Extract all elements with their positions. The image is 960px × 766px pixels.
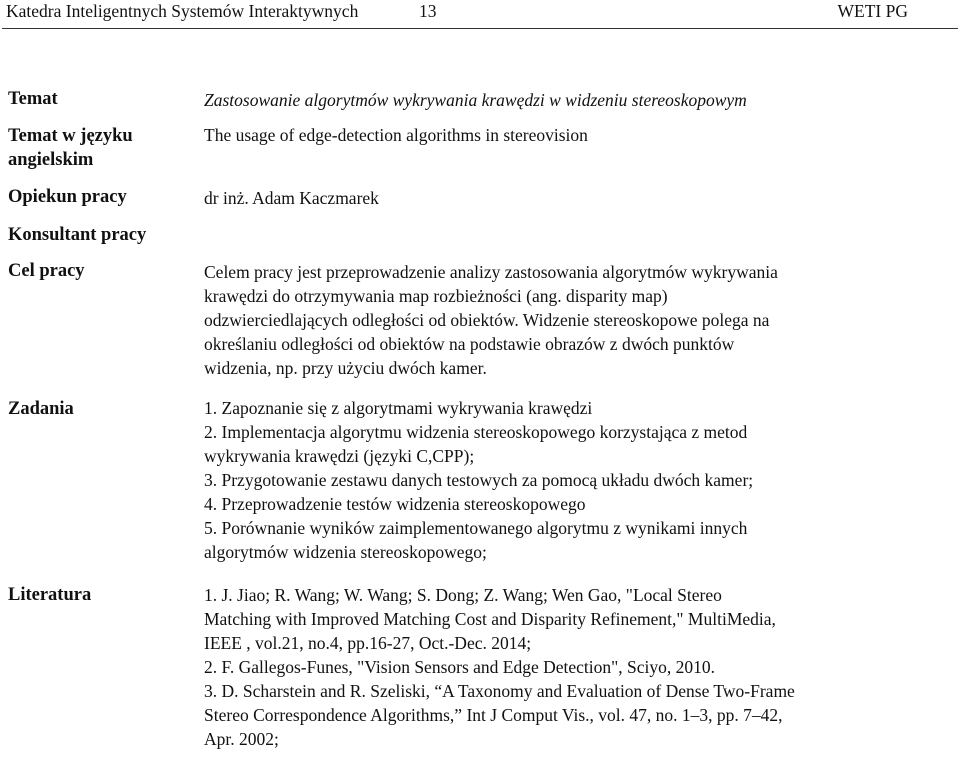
- label-opiekun: Opiekun pracy: [8, 187, 127, 207]
- label-cel: Cel pracy: [8, 261, 85, 281]
- header-divider: [2, 28, 958, 29]
- reference-line: 1. J. Jiao; R. Wang; W. Wang; S. Dong; Z. Wang; Wen Gao, "Local Stereo: [204, 585, 722, 605]
- value-opiekun: dr inż. Adam Kaczmarek: [204, 188, 379, 208]
- reference-line: IEEE , vol.21, no.4, pp.16-27, Oct.-Dec. 2014;: [204, 633, 532, 653]
- label-temat: Temat: [8, 89, 58, 109]
- task-item: algorytmów widzenia stereoskopowego;: [204, 542, 487, 562]
- label-konsultant: Konsultant pracy: [8, 225, 147, 245]
- task-item: wykrywania krawędzi (języki C,CPP);: [204, 446, 475, 466]
- reference-line: 2. F. Gallegos-Funes, "Vision Sensors and Edge Detection", Sciyo, 2010.: [204, 657, 716, 677]
- page-header: [0, 0, 960, 26]
- cel-line: odzwierciedlających odległości od obiektów. Widzenie stereoskopowe polega na: [204, 310, 770, 330]
- task-item: 3. Przygotowanie zestawu danych testowych za pomocą układu dwóch kamer;: [204, 470, 754, 490]
- reference-line: 3. D. Scharstein and R. Szeliski, “A Taxonomy and Evaluation of Dense Two-Frame: [204, 681, 795, 701]
- value-zadania: [204, 396, 956, 564]
- cel-line: Celem pracy jest przeprowadzenie analizy zastosowania algorytmów wykrywania: [204, 262, 778, 282]
- label-temat-en-line2: angielskim: [8, 150, 94, 170]
- reference-line: Matching with Improved Matching Cost and Disparity Refinement," MultiMedia,: [204, 609, 776, 629]
- value-temat-en: The usage of edge-detection algorithms in stereovision: [204, 125, 588, 145]
- cel-line: widzenia, np. przy użyciu dwóch kamer.: [204, 358, 487, 378]
- task-item: 4. Przeprowadzenie testów widzenia stereoskopowego: [204, 494, 586, 514]
- label-zadania: Zadania: [8, 399, 74, 419]
- value-cel: [204, 260, 956, 380]
- reference-line: Apr. 2002;: [204, 729, 279, 749]
- label-literatura: Literatura: [8, 585, 92, 605]
- value-temat: Zastosowanie algorytmów wykrywania krawędzi w widzeniu stereoskopowym: [204, 90, 747, 110]
- reference-line: Stereo Correspondence Algorithms,” Int J Comput Vis., vol. 47, no. 1–3, pp. 7–42,: [204, 705, 783, 725]
- task-item: 1. Zapoznanie się z algorytmami wykrywania krawędzi: [204, 398, 593, 418]
- cel-line: krawędzi do otrzymywania map rozbieżności (ang. disparity map): [204, 286, 668, 306]
- task-item: 5. Porównanie wyników zaimplementowanego algorytmu z wynikami innych: [204, 518, 748, 538]
- header-faculty: WETI PG: [837, 1, 908, 21]
- header-department: Katedra Inteligentnych Systemów Interaktywnych: [6, 1, 359, 21]
- header-page-number: 13: [419, 1, 437, 21]
- label-temat-en-line1: Temat w języku: [8, 126, 133, 146]
- cel-line: określaniu odległości od obiektów na podstawie obrazów z dwóch punktów: [204, 334, 735, 354]
- task-item: 2. Implementacja algorytmu widzenia stereoskopowego korzystająca z metod: [204, 422, 748, 442]
- value-literatura: [204, 583, 956, 751]
